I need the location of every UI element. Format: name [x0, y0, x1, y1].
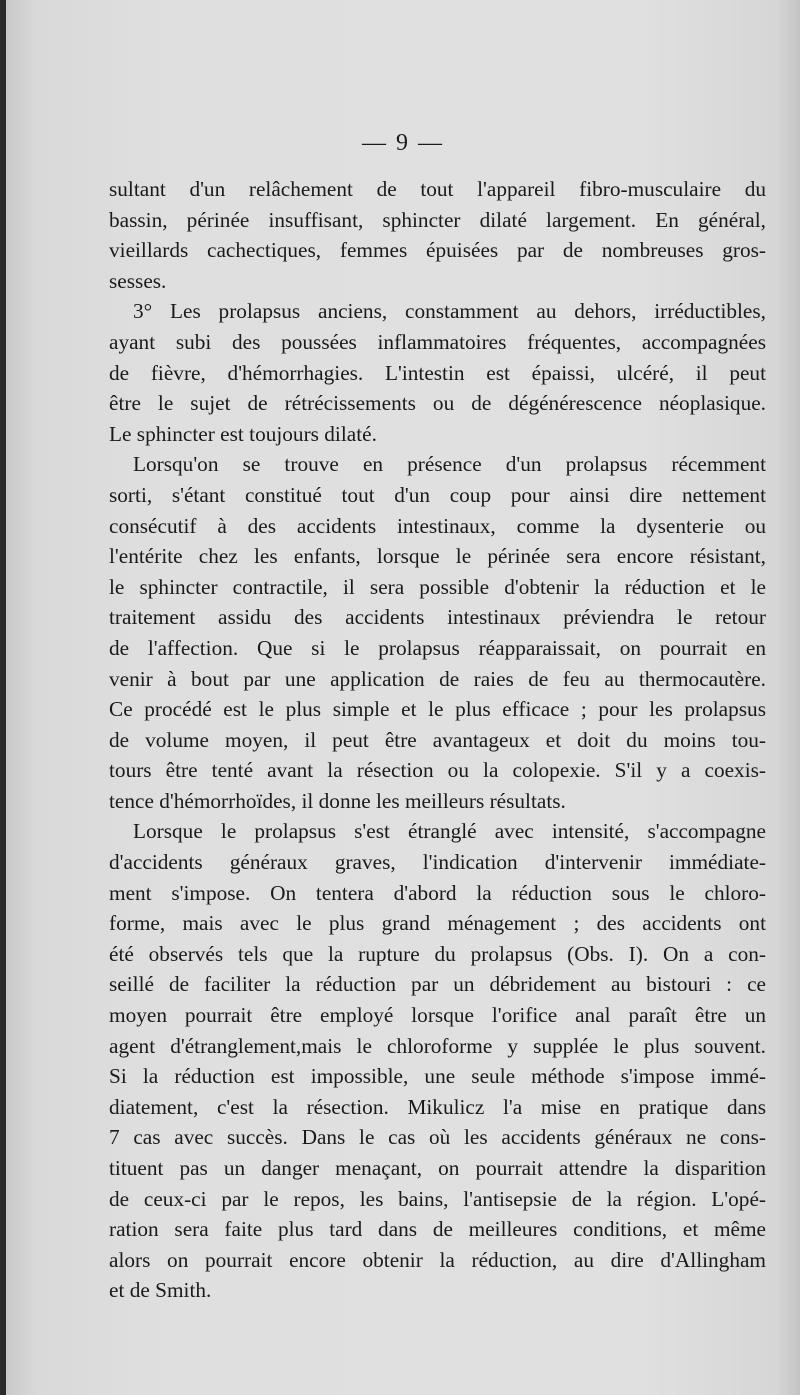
text-line: vieillards cachectiques, femmes épuisées par de nombreuses gros- [109, 238, 766, 263]
text-line: sesses. [109, 268, 167, 293]
text-line: 3° Les prolapsus anciens, constamment au dehors, irréductibles, [133, 299, 766, 324]
text-line: le sphincter contractile, il sera possible d'obtenir la réduction et le [109, 574, 766, 599]
text-line: sultant d'un relâchement de tout l'appareil fibro-musculaire du [109, 177, 766, 201]
text-line: bassin, périnée insuffisant, sphincter dilaté largement. En général, [109, 207, 766, 232]
text-line: seillé de faciliter la réduction par un débridement au bistouri : ce [109, 972, 766, 997]
text-line: alors on pourrait encore obtenir la réduction, au dire d'Allingham [109, 1247, 766, 1272]
text-line: être le sujet de rétrécissements ou de dégénérescence néoplasique. [109, 391, 766, 416]
text-line: de fièvre, d'hémorrhagies. L'intestin est épaissi, ulcéré, il peut [109, 360, 766, 385]
text-line: diatement, c'est la résection. Mikulicz l'a mise en pratique dans [109, 1094, 766, 1119]
text-line: ayant subi des poussées inflammatoires fréquentes, accompagnées [109, 329, 766, 354]
text-line: sorti, s'étant constitué tout d'un coup pour ainsi dire nettement [109, 482, 766, 507]
text-line: 7 cas avec succès. Dans le cas où les accidents généraux ne cons- [109, 1125, 766, 1150]
text-line: tours être tenté avant la résection ou la colopexie. S'il y a coexis- [109, 758, 766, 783]
text-line: moyen pourrait être employé lorsque l'orifice anal paraît être un [109, 1003, 766, 1028]
text-line: Si la réduction est impossible, une seule méthode s'impose immé- [109, 1064, 766, 1089]
paragraph [109, 449, 766, 816]
text-line: de ceux-ci par le repos, les bains, l'antisepsie de la région. L'opé- [109, 1186, 766, 1211]
text-line: venir à bout par une application de raies de feu au thermocautère. [109, 666, 766, 691]
text-line: Lorsqu'on se trouve en présence d'un prolapsus récemment [133, 452, 766, 477]
text-line: agent d'étranglement,mais le chloroforme y supplée le plus souvent. [109, 1033, 766, 1058]
text-line: tence d'hémorrhoïdes, il donne les meilleurs résultats. [109, 788, 566, 813]
paragraph [109, 174, 766, 296]
text-line: d'accidents généraux graves, l'indication d'intervenir immédiate- [109, 850, 766, 875]
text-line: Ce procédé est le plus simple et le plus efficace ; pour les prolapsus [109, 697, 766, 722]
text-line: de l'affection. Que si le prolapsus réapparaissait, on pourrait en [109, 635, 766, 660]
text-line: ration sera faite plus tard dans de meilleures conditions, et même [109, 1217, 766, 1242]
text-line: traitement assidu des accidents intestinaux préviendra le retour [109, 605, 766, 630]
text-line: Lorsque le prolapsus s'est étranglé avec intensité, s'accompagne [133, 819, 766, 844]
paragraph [109, 296, 766, 449]
text-line: de volume moyen, il peut être avantageux et doit du moins tou- [109, 727, 766, 752]
text-line: ment s'impose. On tentera d'abord la réduction sous le chloro- [109, 880, 766, 905]
page-number: — 9 — [362, 130, 444, 156]
text-line: consécutif à des accidents intestinaux, comme la dysenterie ou [109, 513, 766, 538]
body-text [109, 174, 766, 1306]
text-line: tituent pas un danger menaçant, on pourrait attendre la disparition [109, 1156, 766, 1180]
paragraph [109, 816, 766, 1306]
document-page [6, 0, 800, 1395]
text-line: forme, mais avec le plus grand ménagement ; des accidents ont [109, 911, 766, 936]
text-line: et de Smith. [109, 1278, 212, 1303]
text-line: l'entérite chez les enfants, lorsque le périnée sera encore résistant, [109, 544, 766, 569]
text-line: Le sphincter est toujours dilaté. [109, 421, 377, 446]
text-line: été observés tels que la rupture du prolapsus (Obs. I). On a con- [109, 941, 766, 966]
